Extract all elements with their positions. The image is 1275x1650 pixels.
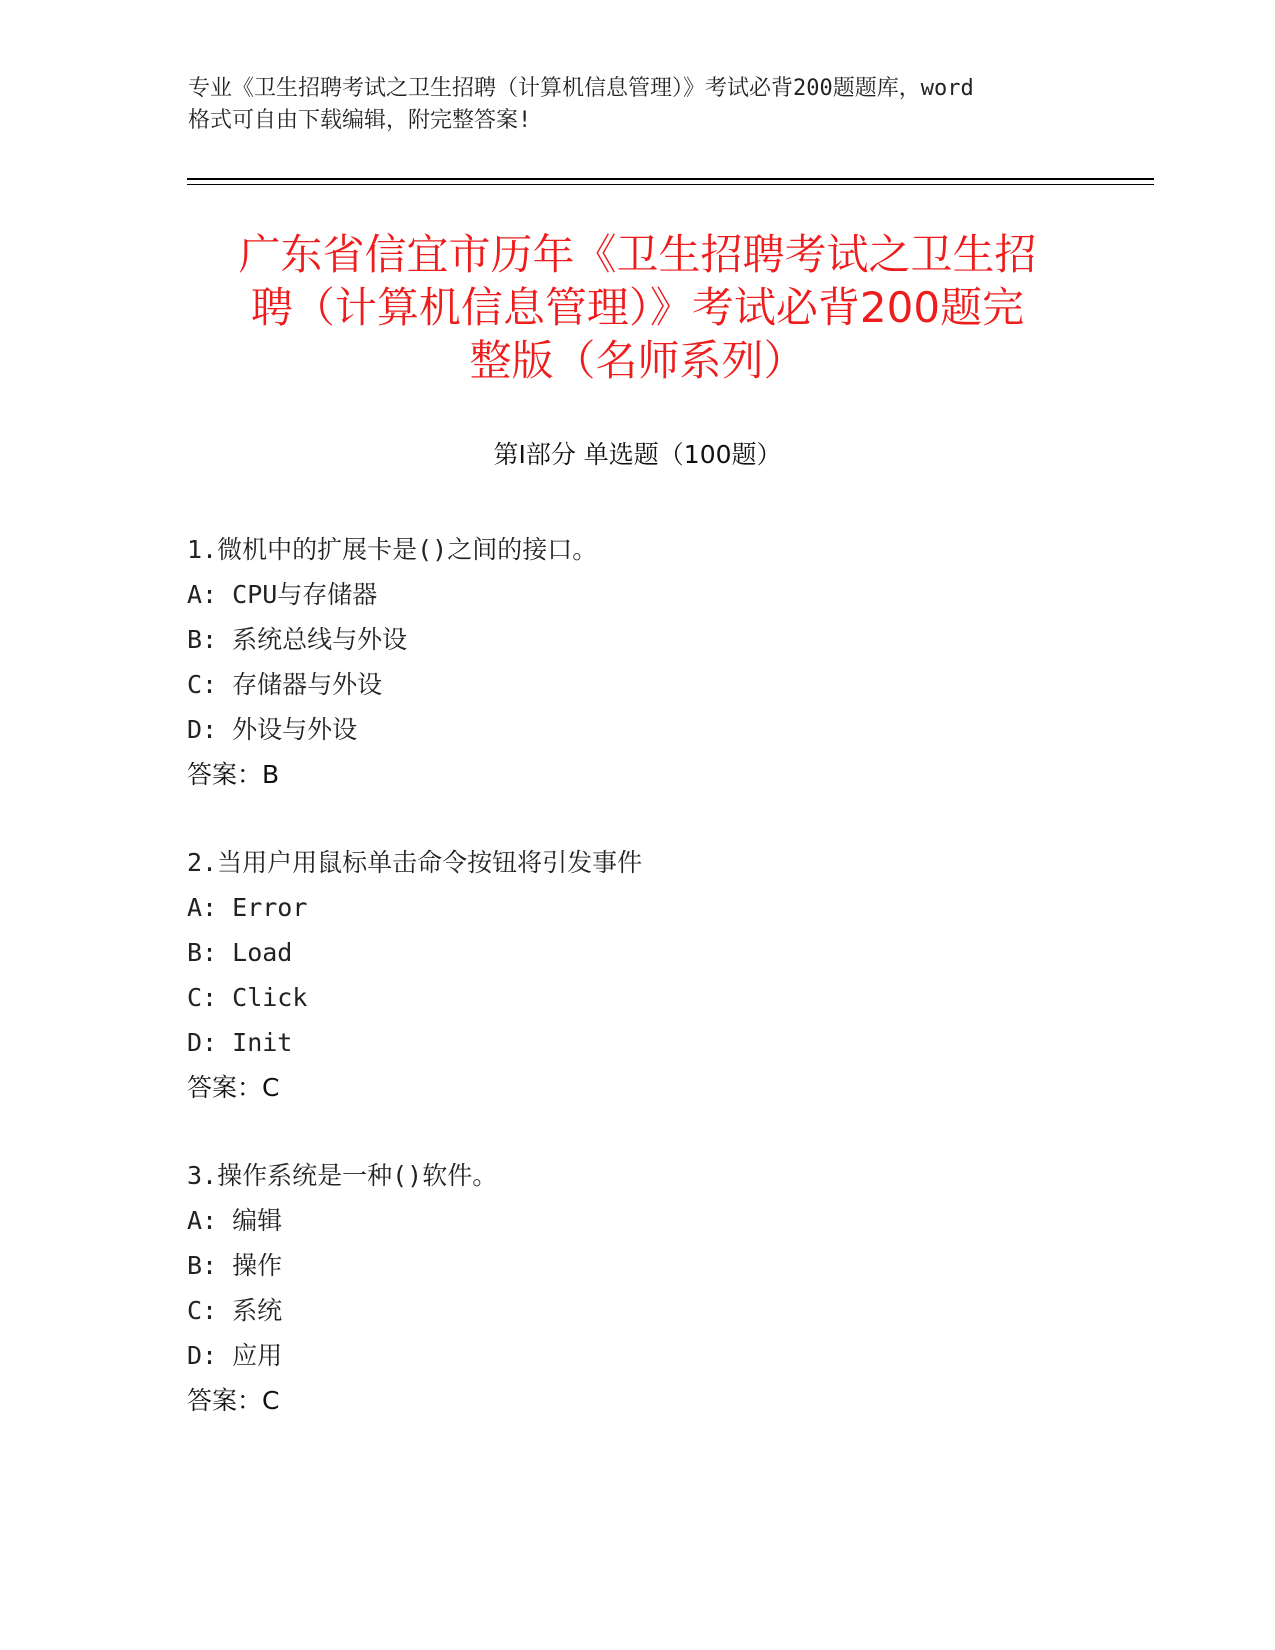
option-b: B: Load — [187, 938, 293, 967]
document-title-line-3: 整版（名师系列） — [469, 336, 806, 385]
question-3 — [187, 1153, 1127, 1423]
document-title-line-1: 广东省信宜市历年《卫生招聘考试之卫生招 — [238, 230, 1037, 279]
option-a: A: CPU与存储器 — [187, 580, 378, 609]
option-b: B: 系统总线与外设 — [187, 625, 408, 654]
option-d: D: 应用 — [187, 1341, 283, 1370]
question-stem: 2.当用户用鼠标单击命令按钮将引发事件 — [187, 848, 643, 877]
header-note — [188, 73, 1088, 137]
question-list — [187, 527, 1127, 1466]
option-d: D: 外设与外设 — [187, 715, 358, 744]
option-c: C: 存储器与外设 — [187, 670, 383, 699]
answer-key: 答案：C — [187, 1386, 280, 1415]
answer-key: 答案：B — [187, 760, 280, 789]
document-title — [190, 228, 1085, 387]
option-c: C: 系统 — [187, 1296, 283, 1325]
header-note-line-2: 格式可自由下载编辑，附完整答案! — [188, 108, 532, 133]
header-note-line-1: 专业《卫生招聘考试之卫生招聘（计算机信息管理）》考试必背200题题库，word — [188, 76, 974, 101]
document-title-line-2: 聘（计算机信息管理）》考试必背200题完 — [250, 283, 1025, 332]
option-a: A: 编辑 — [187, 1206, 283, 1235]
question-2 — [187, 840, 1127, 1110]
header-rule-thick — [187, 178, 1154, 180]
option-d: D: Init — [187, 1028, 293, 1057]
question-stem: 3.操作系统是一种()软件。 — [187, 1161, 498, 1190]
option-b: B: 操作 — [187, 1251, 283, 1280]
question-1 — [187, 527, 1127, 797]
option-a: A: Error — [187, 893, 308, 922]
header-rule-thin — [187, 184, 1154, 185]
option-c: C: Click — [187, 983, 308, 1012]
answer-key: 答案：C — [187, 1073, 280, 1102]
question-stem: 1.微机中的扩展卡是()之间的接口。 — [187, 535, 598, 564]
section-heading: 第Ⅰ部分 单选题（100题） — [493, 440, 782, 469]
